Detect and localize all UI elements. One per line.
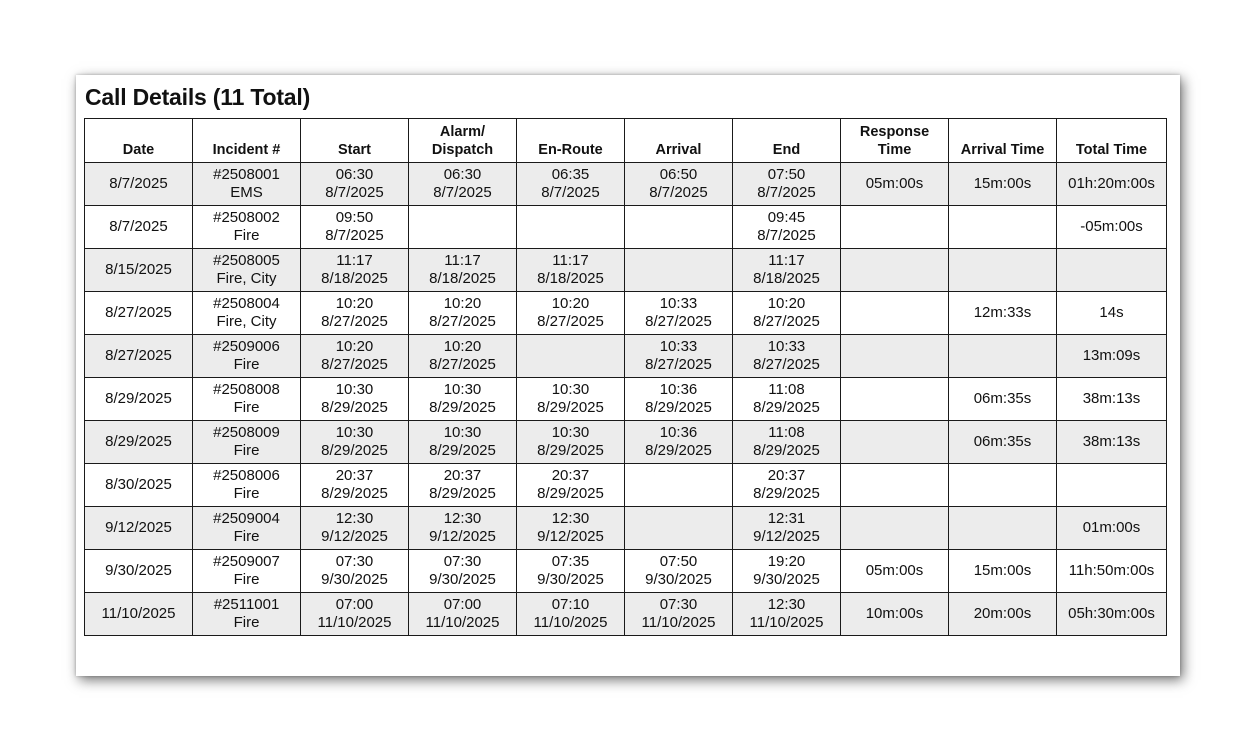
cell-alarm-dispatch	[409, 206, 517, 249]
cell-total-time	[1057, 550, 1167, 593]
cell-text: 10:20	[443, 294, 482, 312]
cell-response-time	[841, 206, 949, 249]
cell-text: 07:00	[335, 595, 374, 613]
cell-arrival-time	[949, 206, 1057, 249]
cell-response-time	[841, 507, 949, 550]
cell-text: #2508001	[213, 165, 280, 183]
cell-text: #2508006	[213, 466, 280, 484]
table-row	[85, 335, 1167, 378]
column-header-date	[85, 119, 193, 163]
table-row	[85, 464, 1167, 507]
cell-en-route	[517, 593, 625, 636]
column-header-label: End	[772, 142, 801, 158]
cell-arrival-time	[949, 593, 1057, 636]
cell-text: 10:30	[443, 380, 482, 398]
cell-text: 10:30	[443, 423, 482, 441]
column-header-label: Alarm/	[439, 124, 486, 140]
cell-text: 10:30	[335, 423, 374, 441]
cell-text: 8/27/2025	[645, 356, 712, 373]
cell-text: 20:37	[443, 466, 482, 484]
cell-text: 11:08	[768, 380, 805, 398]
cell-incident	[193, 378, 301, 421]
cell-incident	[193, 335, 301, 378]
table-row	[85, 292, 1167, 335]
cell-text: 8/30/2025	[105, 475, 172, 493]
cell-text: 07:10	[551, 595, 590, 613]
cell-text: 9/30/2025	[537, 571, 604, 588]
cell-alarm-dispatch	[409, 292, 517, 335]
cell-text: 8/7/2025	[325, 227, 384, 244]
cell-text: 9/30/2025	[429, 571, 496, 588]
cell-text: 8/15/2025	[105, 260, 172, 278]
cell-text: 10m:00s	[865, 604, 924, 622]
cell-en-route	[517, 421, 625, 464]
cell-text: 8/29/2025	[429, 442, 496, 459]
cell-text: 06m:35s	[973, 432, 1032, 450]
cell-text: 15m:00s	[973, 561, 1032, 579]
cell-end	[733, 335, 841, 378]
cell-text: 8/29/2025	[321, 442, 388, 459]
cell-response-time	[841, 163, 949, 206]
cell-text: 01h:20m:00s	[1068, 174, 1155, 192]
cell-arrival	[625, 421, 733, 464]
cell-total-time	[1057, 421, 1167, 464]
cell-alarm-dispatch	[409, 550, 517, 593]
cell-text: 38m:13s	[1082, 389, 1141, 407]
cell-text: 8/7/2025	[109, 174, 168, 192]
cell-date	[85, 421, 193, 464]
cell-text: 11/10/2025	[749, 614, 824, 631]
cell-incident	[193, 464, 301, 507]
cell-date	[85, 507, 193, 550]
cell-text: 8/18/2025	[429, 270, 496, 287]
cell-date	[85, 335, 193, 378]
cell-text: 12:30	[443, 509, 482, 527]
cell-response-time	[841, 421, 949, 464]
cell-date	[85, 550, 193, 593]
cell-arrival	[625, 507, 733, 550]
cell-arrival-time	[949, 292, 1057, 335]
cell-en-route	[517, 163, 625, 206]
table-row	[85, 249, 1167, 292]
cell-total-time	[1057, 507, 1167, 550]
cell-response-time	[841, 249, 949, 292]
cell-text: 06:30	[335, 165, 374, 183]
cell-text: 10:36	[659, 423, 698, 441]
cell-text: 8/29/2025	[321, 485, 388, 502]
column-header-response-time	[841, 119, 949, 163]
cell-text: 8/29/2025	[429, 399, 496, 416]
column-header-label: Date	[122, 142, 155, 158]
column-header-label: Dispatch	[431, 142, 494, 158]
cell-text: 10:20	[335, 294, 374, 312]
cell-text: #2508002	[213, 208, 280, 226]
cell-text: 9/12/2025	[105, 518, 172, 536]
cell-text: 8/27/2025	[429, 356, 496, 373]
cell-text: 38m:13s	[1082, 432, 1141, 450]
cell-en-route	[517, 507, 625, 550]
cell-text: 8/7/2025	[109, 217, 168, 235]
cell-text: Fire	[233, 614, 260, 631]
cell-text: 10:20	[551, 294, 590, 312]
cell-end	[733, 421, 841, 464]
column-header-arrival	[625, 119, 733, 163]
cell-text: 12:30	[551, 509, 590, 527]
call-details-card	[76, 75, 1180, 676]
cell-end	[733, 292, 841, 335]
cell-text: 06:35	[551, 165, 590, 183]
cell-text: 8/29/2025	[105, 432, 172, 450]
cell-text: 8/29/2025	[105, 389, 172, 407]
cell-text: 9/30/2025	[645, 571, 712, 588]
cell-response-time	[841, 335, 949, 378]
cell-arrival	[625, 249, 733, 292]
cell-text: 15m:00s	[973, 174, 1032, 192]
cell-end	[733, 593, 841, 636]
cell-text: 11:17	[444, 251, 481, 269]
cell-text: #2508004	[213, 294, 280, 312]
table-row	[85, 550, 1167, 593]
cell-text: 10:30	[551, 380, 590, 398]
column-header-label: En-Route	[538, 142, 603, 158]
cell-text: 11/10/2025	[317, 614, 392, 631]
cell-date	[85, 163, 193, 206]
cell-text: Fire	[233, 571, 260, 588]
cell-text: Fire	[233, 485, 260, 502]
column-header-start	[301, 119, 409, 163]
cell-date	[85, 464, 193, 507]
table-row	[85, 593, 1167, 636]
cell-text: 9/12/2025	[321, 528, 388, 545]
cell-arrival-time	[949, 464, 1057, 507]
cell-text: 07:30	[335, 552, 374, 570]
cell-text: 8/29/2025	[537, 442, 604, 459]
cell-text: EMS	[230, 184, 263, 201]
table-row	[85, 421, 1167, 464]
cell-text: 8/18/2025	[537, 270, 604, 287]
column-header-label: Incident #	[212, 142, 281, 158]
cell-date	[85, 378, 193, 421]
cell-text: 9/30/2025	[105, 561, 172, 579]
cell-text: #2508005	[213, 251, 280, 269]
cell-text: 11:17	[336, 251, 373, 269]
cell-en-route	[517, 335, 625, 378]
cell-end	[733, 206, 841, 249]
cell-en-route	[517, 378, 625, 421]
cell-text: 8/27/2025	[537, 313, 604, 330]
cell-text: 8/7/2025	[541, 184, 600, 201]
cell-text: Fire	[233, 227, 260, 244]
cell-text: 8/27/2025	[645, 313, 712, 330]
cell-alarm-dispatch	[409, 421, 517, 464]
table-header-row	[85, 119, 1167, 163]
cell-start	[301, 464, 409, 507]
cell-en-route	[517, 249, 625, 292]
cell-text: 8/29/2025	[753, 399, 820, 416]
cell-text: 11:17	[768, 251, 805, 269]
column-header-label: Arrival	[655, 142, 702, 158]
cell-text: 8/27/2025	[429, 313, 496, 330]
cell-end	[733, 550, 841, 593]
cell-arrival-time	[949, 249, 1057, 292]
cell-text: 20:37	[335, 466, 374, 484]
cell-alarm-dispatch	[409, 378, 517, 421]
column-header-label: Arrival Time	[960, 142, 1045, 158]
cell-total-time	[1057, 335, 1167, 378]
cell-text: 9/30/2025	[753, 571, 820, 588]
cell-arrival	[625, 378, 733, 421]
cell-text: 10:20	[443, 337, 482, 355]
page-title: Call Details (11 Total)	[85, 84, 311, 110]
cell-incident	[193, 249, 301, 292]
cell-text: 12:30	[767, 595, 806, 613]
cell-text: 13m:09s	[1082, 346, 1141, 364]
cell-response-time	[841, 550, 949, 593]
cell-text: #2509006	[213, 337, 280, 355]
cell-end	[733, 464, 841, 507]
cell-text: 10:30	[551, 423, 590, 441]
cell-alarm-dispatch	[409, 163, 517, 206]
cell-text: Fire	[233, 356, 260, 373]
cell-arrival	[625, 292, 733, 335]
cell-text: 8/29/2025	[537, 399, 604, 416]
column-header-label: Start	[337, 142, 372, 158]
column-header-total-time	[1057, 119, 1167, 163]
cell-incident	[193, 550, 301, 593]
cell-text: Fire	[233, 528, 260, 545]
call-details-table	[84, 118, 1167, 636]
cell-total-time	[1057, 378, 1167, 421]
cell-text: 10:36	[659, 380, 698, 398]
cell-response-time	[841, 378, 949, 421]
cell-response-time	[841, 292, 949, 335]
cell-text: 11/10/2025	[425, 614, 500, 631]
cell-text: 8/18/2025	[321, 270, 388, 287]
cell-arrival-time	[949, 378, 1057, 421]
cell-total-time	[1057, 464, 1167, 507]
cell-end	[733, 507, 841, 550]
cell-text: 11/10/2025	[533, 614, 608, 631]
cell-text: 11/10/2025	[101, 604, 176, 622]
cell-text: 19:20	[767, 552, 806, 570]
cell-text: 8/29/2025	[645, 442, 712, 459]
cell-text: 12m:33s	[973, 303, 1032, 321]
cell-start	[301, 206, 409, 249]
table-body	[85, 163, 1167, 636]
cell-response-time	[841, 464, 949, 507]
cell-arrival-time	[949, 335, 1057, 378]
cell-text: 07:50	[767, 165, 806, 183]
cell-arrival-time	[949, 507, 1057, 550]
cell-incident	[193, 507, 301, 550]
cell-text: #2508009	[213, 423, 280, 441]
cell-text: 12:31	[767, 509, 806, 527]
cell-en-route	[517, 464, 625, 507]
cell-text: -05m:00s	[1080, 217, 1143, 235]
cell-text: 8/7/2025	[757, 184, 816, 201]
cell-text: 14s	[1099, 303, 1124, 321]
cell-text: 06:30	[443, 165, 482, 183]
cell-incident	[193, 206, 301, 249]
cell-text: 9/30/2025	[321, 571, 388, 588]
cell-arrival	[625, 593, 733, 636]
cell-en-route	[517, 292, 625, 335]
cell-start	[301, 335, 409, 378]
column-header-end	[733, 119, 841, 163]
cell-arrival	[625, 206, 733, 249]
cell-text: 07:50	[659, 552, 698, 570]
cell-text: 10:20	[767, 294, 806, 312]
cell-date	[85, 206, 193, 249]
cell-text: Fire, City	[216, 270, 277, 287]
cell-text: 8/29/2025	[537, 485, 604, 502]
column-header-incident	[193, 119, 301, 163]
cell-text: 07:35	[551, 552, 590, 570]
cell-alarm-dispatch	[409, 249, 517, 292]
cell-text: 07:30	[443, 552, 482, 570]
cell-text: 8/29/2025	[753, 485, 820, 502]
cell-incident	[193, 292, 301, 335]
cell-arrival	[625, 163, 733, 206]
cell-text: 9/12/2025	[429, 528, 496, 545]
cell-text: 8/29/2025	[429, 485, 496, 502]
cell-en-route	[517, 206, 625, 249]
cell-text: 8/27/2025	[105, 346, 172, 364]
cell-arrival-time	[949, 550, 1057, 593]
column-header-en-route	[517, 119, 625, 163]
cell-text: 12:30	[335, 509, 374, 527]
column-header-label: Time	[877, 142, 912, 158]
cell-alarm-dispatch	[409, 593, 517, 636]
cell-response-time	[841, 593, 949, 636]
cell-start	[301, 421, 409, 464]
cell-text: 20:37	[767, 466, 806, 484]
cell-date	[85, 249, 193, 292]
column-header-label: Response	[859, 124, 930, 140]
cell-end	[733, 378, 841, 421]
cell-incident	[193, 163, 301, 206]
cell-start	[301, 593, 409, 636]
table-row	[85, 206, 1167, 249]
cell-text: 8/7/2025	[649, 184, 708, 201]
cell-arrival	[625, 550, 733, 593]
cell-text: 11/10/2025	[641, 614, 716, 631]
cell-text: 10:20	[335, 337, 374, 355]
cell-arrival-time	[949, 421, 1057, 464]
cell-text: 8/27/2025	[321, 356, 388, 373]
cell-alarm-dispatch	[409, 464, 517, 507]
cell-total-time	[1057, 292, 1167, 335]
column-header-label: Total Time	[1075, 142, 1148, 158]
cell-arrival	[625, 335, 733, 378]
cell-text: 8/29/2025	[645, 399, 712, 416]
table-row	[85, 163, 1167, 206]
cell-text: 9/12/2025	[753, 528, 820, 545]
cell-text: 9/12/2025	[537, 528, 604, 545]
cell-text: 20m:00s	[973, 604, 1032, 622]
cell-text: 8/29/2025	[753, 442, 820, 459]
cell-text: 07:30	[659, 595, 698, 613]
column-header-arrival-time	[949, 119, 1057, 163]
cell-start	[301, 292, 409, 335]
cell-text: 8/7/2025	[433, 184, 492, 201]
column-header-alarm-dispatch	[409, 119, 517, 163]
cell-text: 10:30	[335, 380, 374, 398]
cell-text: 11h:50m:00s	[1068, 561, 1155, 579]
cell-start	[301, 550, 409, 593]
cell-incident	[193, 593, 301, 636]
cell-text: 8/27/2025	[321, 313, 388, 330]
cell-text: 8/27/2025	[753, 313, 820, 330]
cell-text: Fire, City	[216, 313, 277, 330]
cell-text: 05h:30m:00s	[1068, 604, 1155, 622]
cell-en-route	[517, 550, 625, 593]
cell-text: 10:33	[659, 294, 698, 312]
cell-text: 01m:00s	[1082, 518, 1141, 536]
cell-arrival	[625, 464, 733, 507]
cell-text: 8/7/2025	[325, 184, 384, 201]
cell-start	[301, 507, 409, 550]
cell-text: 11:17	[552, 251, 589, 269]
cell-alarm-dispatch	[409, 507, 517, 550]
cell-text: #2508008	[213, 380, 280, 398]
cell-text: 10:33	[767, 337, 806, 355]
cell-text: #2509007	[213, 552, 280, 570]
cell-text: 07:00	[443, 595, 482, 613]
cell-end	[733, 163, 841, 206]
cell-total-time	[1057, 593, 1167, 636]
table-row	[85, 378, 1167, 421]
cell-start	[301, 249, 409, 292]
cell-alarm-dispatch	[409, 335, 517, 378]
cell-total-time	[1057, 249, 1167, 292]
cell-text: 8/18/2025	[753, 270, 820, 287]
cell-incident	[193, 421, 301, 464]
cell-start	[301, 163, 409, 206]
cell-text: 8/27/2025	[753, 356, 820, 373]
cell-total-time	[1057, 206, 1167, 249]
cell-arrival-time	[949, 163, 1057, 206]
table-row	[85, 507, 1167, 550]
cell-text: 20:37	[551, 466, 590, 484]
cell-text: 05m:00s	[865, 174, 924, 192]
cell-end	[733, 249, 841, 292]
cell-text: 05m:00s	[865, 561, 924, 579]
cell-text: 10:33	[659, 337, 698, 355]
cell-total-time	[1057, 163, 1167, 206]
cell-text: 09:45	[767, 208, 806, 226]
cell-text: 8/27/2025	[105, 303, 172, 321]
cell-text: 8/29/2025	[321, 399, 388, 416]
cell-date	[85, 292, 193, 335]
cell-text: 06:50	[659, 165, 698, 183]
cell-text: 06m:35s	[973, 389, 1032, 407]
cell-date	[85, 593, 193, 636]
cell-text: 09:50	[335, 208, 374, 226]
cell-text: 8/7/2025	[757, 227, 816, 244]
cell-text: #2511001	[213, 595, 280, 613]
cell-text: 11:08	[768, 423, 805, 441]
cell-text: Fire	[233, 399, 260, 416]
cell-text: #2509004	[213, 509, 280, 527]
cell-text: Fire	[233, 442, 260, 459]
cell-start	[301, 378, 409, 421]
